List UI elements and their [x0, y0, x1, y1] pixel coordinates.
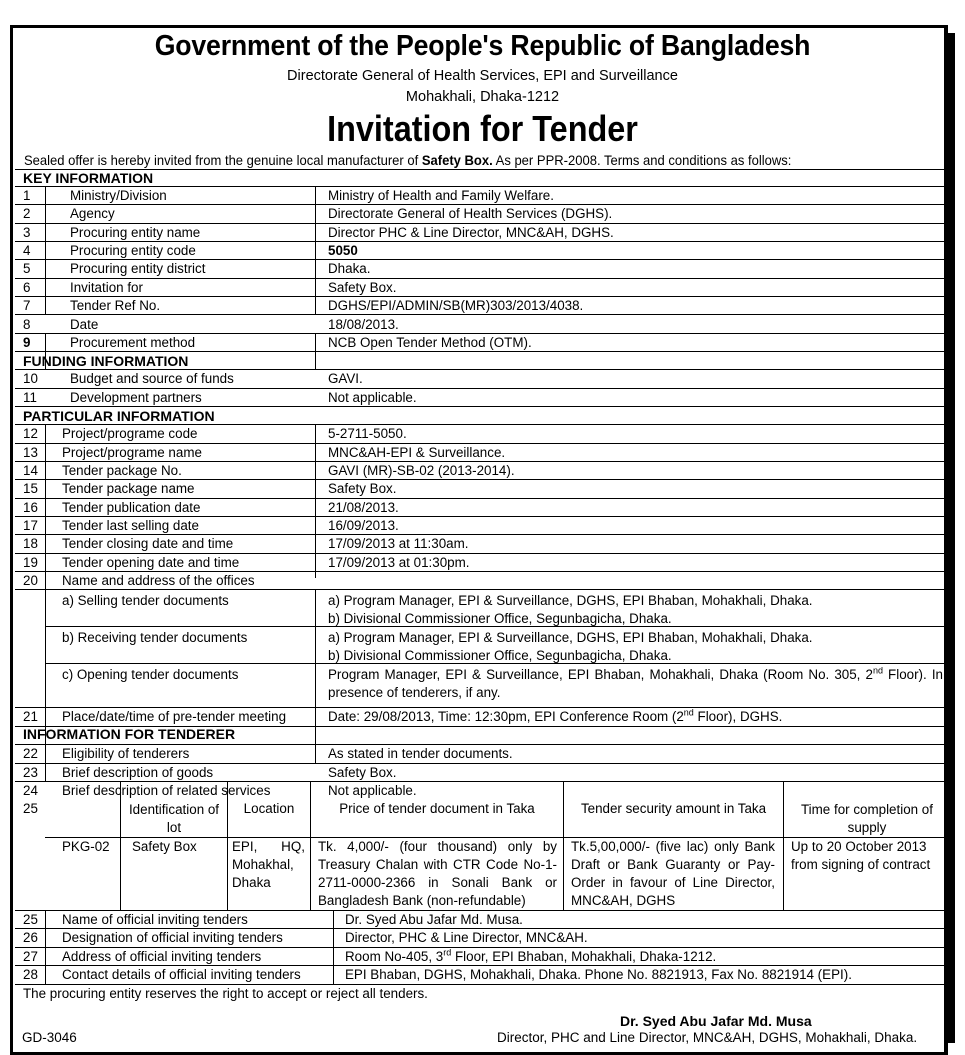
government-title: Government of the People's Republic of Bangladesh: [154, 30, 811, 62]
lot-price: Tk. 4,000/- (four thousand) only by Treasury Chalan with CTR Code No-1-2711-0000-2366 in Sonali Bank or Bangladesh Bank (non-refundable): [318, 839, 557, 908]
signatory-name: Dr. Syed Abu Jafar Md. Musa: [620, 1013, 812, 1029]
lot-header-identification: Identification of lot: [128, 802, 220, 835]
ad-code: GD-3046: [22, 1030, 77, 1045]
lot-completion: Up to 20 October 2013 from signing of contract: [791, 839, 931, 872]
directorate-line: Directorate General of Health Services, EPI and Surveillance: [287, 68, 678, 84]
lot-header-location: Location: [243, 801, 295, 816]
page-heading: Invitation for Tender: [327, 108, 638, 149]
reserve-note: The procuring entity reserves the right to accept or reject all tenders.: [23, 986, 428, 1001]
lot-package: PKG-02: [62, 839, 110, 854]
lot-identification: Safety Box: [132, 839, 197, 854]
section-key-information: KEY INFORMATION: [23, 170, 154, 186]
address-line: Mohakhali, Dhaka-1212: [405, 89, 560, 105]
tender-table: KEY INFORMATION FUNDING INFORMATION PARTICULAR INFORMATION INFORMATION FOR TENDERER 1 Ministry/Division Ministry of Health and Family Welfare. 2 Agency Directorate General of Health Services (DGHS). 3 Procuring entity name Director PHC & Line Director, MNC&AH, DGHS. 4 Procuring entity code 5050 5 Procuring entity district Dhaka. 6 Invitation for Safety Box. 7 Tender Ref No. DGHS/EPI/ADMIN/SB(MR)303/2013/4038. 8 Date 18/08/2013. 9 Procurement method NCB Open Tender Method (OTM). 10 Budget and source of funds GAVI. 11 Development partners Not applicable. 12 Project/programe code 5-2711-5050. 13 Project/programe name MNC&AH-EPI & Surveillance. 14 Tender package No. GAVI (MR)-SB-02 (2013-2014). 15 Tender package name Safety Box. 16 Tender publication date 21/08/2013. 17 Tender last selling date 16/09/2013. 18 Tender closing date and time 17/09/2013 at 11:30am. 19 Tender opening date and time 17/09/2013 at 01:30pm. 20 Name and address of the offices a) Selling tender documents a) Program Manager, EPI & Surveillance, DGHS, EPI Bhaban, Mohakhali, Dhaka. b) Divisional Commissioner Office, Segunbagicha, Dhaka. b) Receiving tender documents a) Program Manager, EPI & Surveillance, DGHS, EPI Bhaban, Mohakhali, Dhaka. b) Divisional Commissioner Office, Segunbagicha, Dhaka. c) Opening tender documents Program Manager, EPI & Surveillance, EPI Bhaban, Mohakhali, Dhaka (Room No. 305, 2nd Floor). In presence of tenderers, if any. 21 Place/date/time of pre-tender meeting Date: 29/08/2013, Time: 12:30pm, EPI Conference Room (2nd Floor), DGHS. 22 Eligibility of tenderers As stated in tender documents. 23 Brief description of goods Safety Box. 24 Brief description of related services Not applicable. 25 Identification of lot Location Price of tender document in Taka Tender security amount in Taka Time for completion of supply PKG-02 Safety Box EPI, HQ, Mohakhal, Dhaka Tk. 4,000/- (four thousand) only by Treasury Chalan with CTR Code No-1-2711-0000-2366 in Sonali Bank or Bangladesh Bank (non-refundable) Tk.5,00,000/- (five lac) only Bank Draft or Bank Guaranty or Pay-Order in favour of Line Director, MNC&AH, DGHS Up to 20 October 2013 from signing of contract 25 Name of official inviting tenders Dr. Syed Abu Jafar Md. Musa. 26 Designation of official inviting tenders Director, PHC & Line Director, MNC&AH. 27 Address of official inviting tenders Room No-405, 3rd Floor, EPI Bhaban, Mohakhali, Dhaka-1212. 28 Contact details of official inviting tenders EPI Bhaban, DGHS, Mohakhali, Dhaka. Phone No. 8821913, Fax No. 8821914 (EPI). The procuring entity reserves the right to accept or reject all tenders.: [15, 169, 952, 1005]
lot-header-price: Price of tender document in Taka: [339, 801, 535, 816]
lot-header-security: Tender security amount in Taka: [580, 801, 767, 816]
intro-text: Sealed offer is hereby invited from the genuine local manufacturer of Safety Box. As per PPR-2008. Terms and conditions as follows:: [24, 152, 792, 168]
lot-header-completion: Time for completion of supply: [801, 802, 933, 835]
section-funding-information: FUNDING INFORMATION: [23, 353, 189, 369]
lot-location: EPI, HQ, Mohakhal, Dhaka: [232, 839, 305, 890]
section-particular-information: PARTICULAR INFORMATION: [23, 408, 215, 424]
signatory-designation: Director, PHC and Line Director, MNC&AH, DGHS, Mohakhali, Dhaka.: [497, 1030, 918, 1045]
lot-security: Tk.5,00,000/- (five lac) only Bank Draft or Bank Guaranty or Pay-Order in favour of Line Director, MNC&AH, DGHS: [571, 839, 775, 908]
section-information-for-tenderer: INFORMATION FOR TENDERER: [23, 726, 236, 742]
